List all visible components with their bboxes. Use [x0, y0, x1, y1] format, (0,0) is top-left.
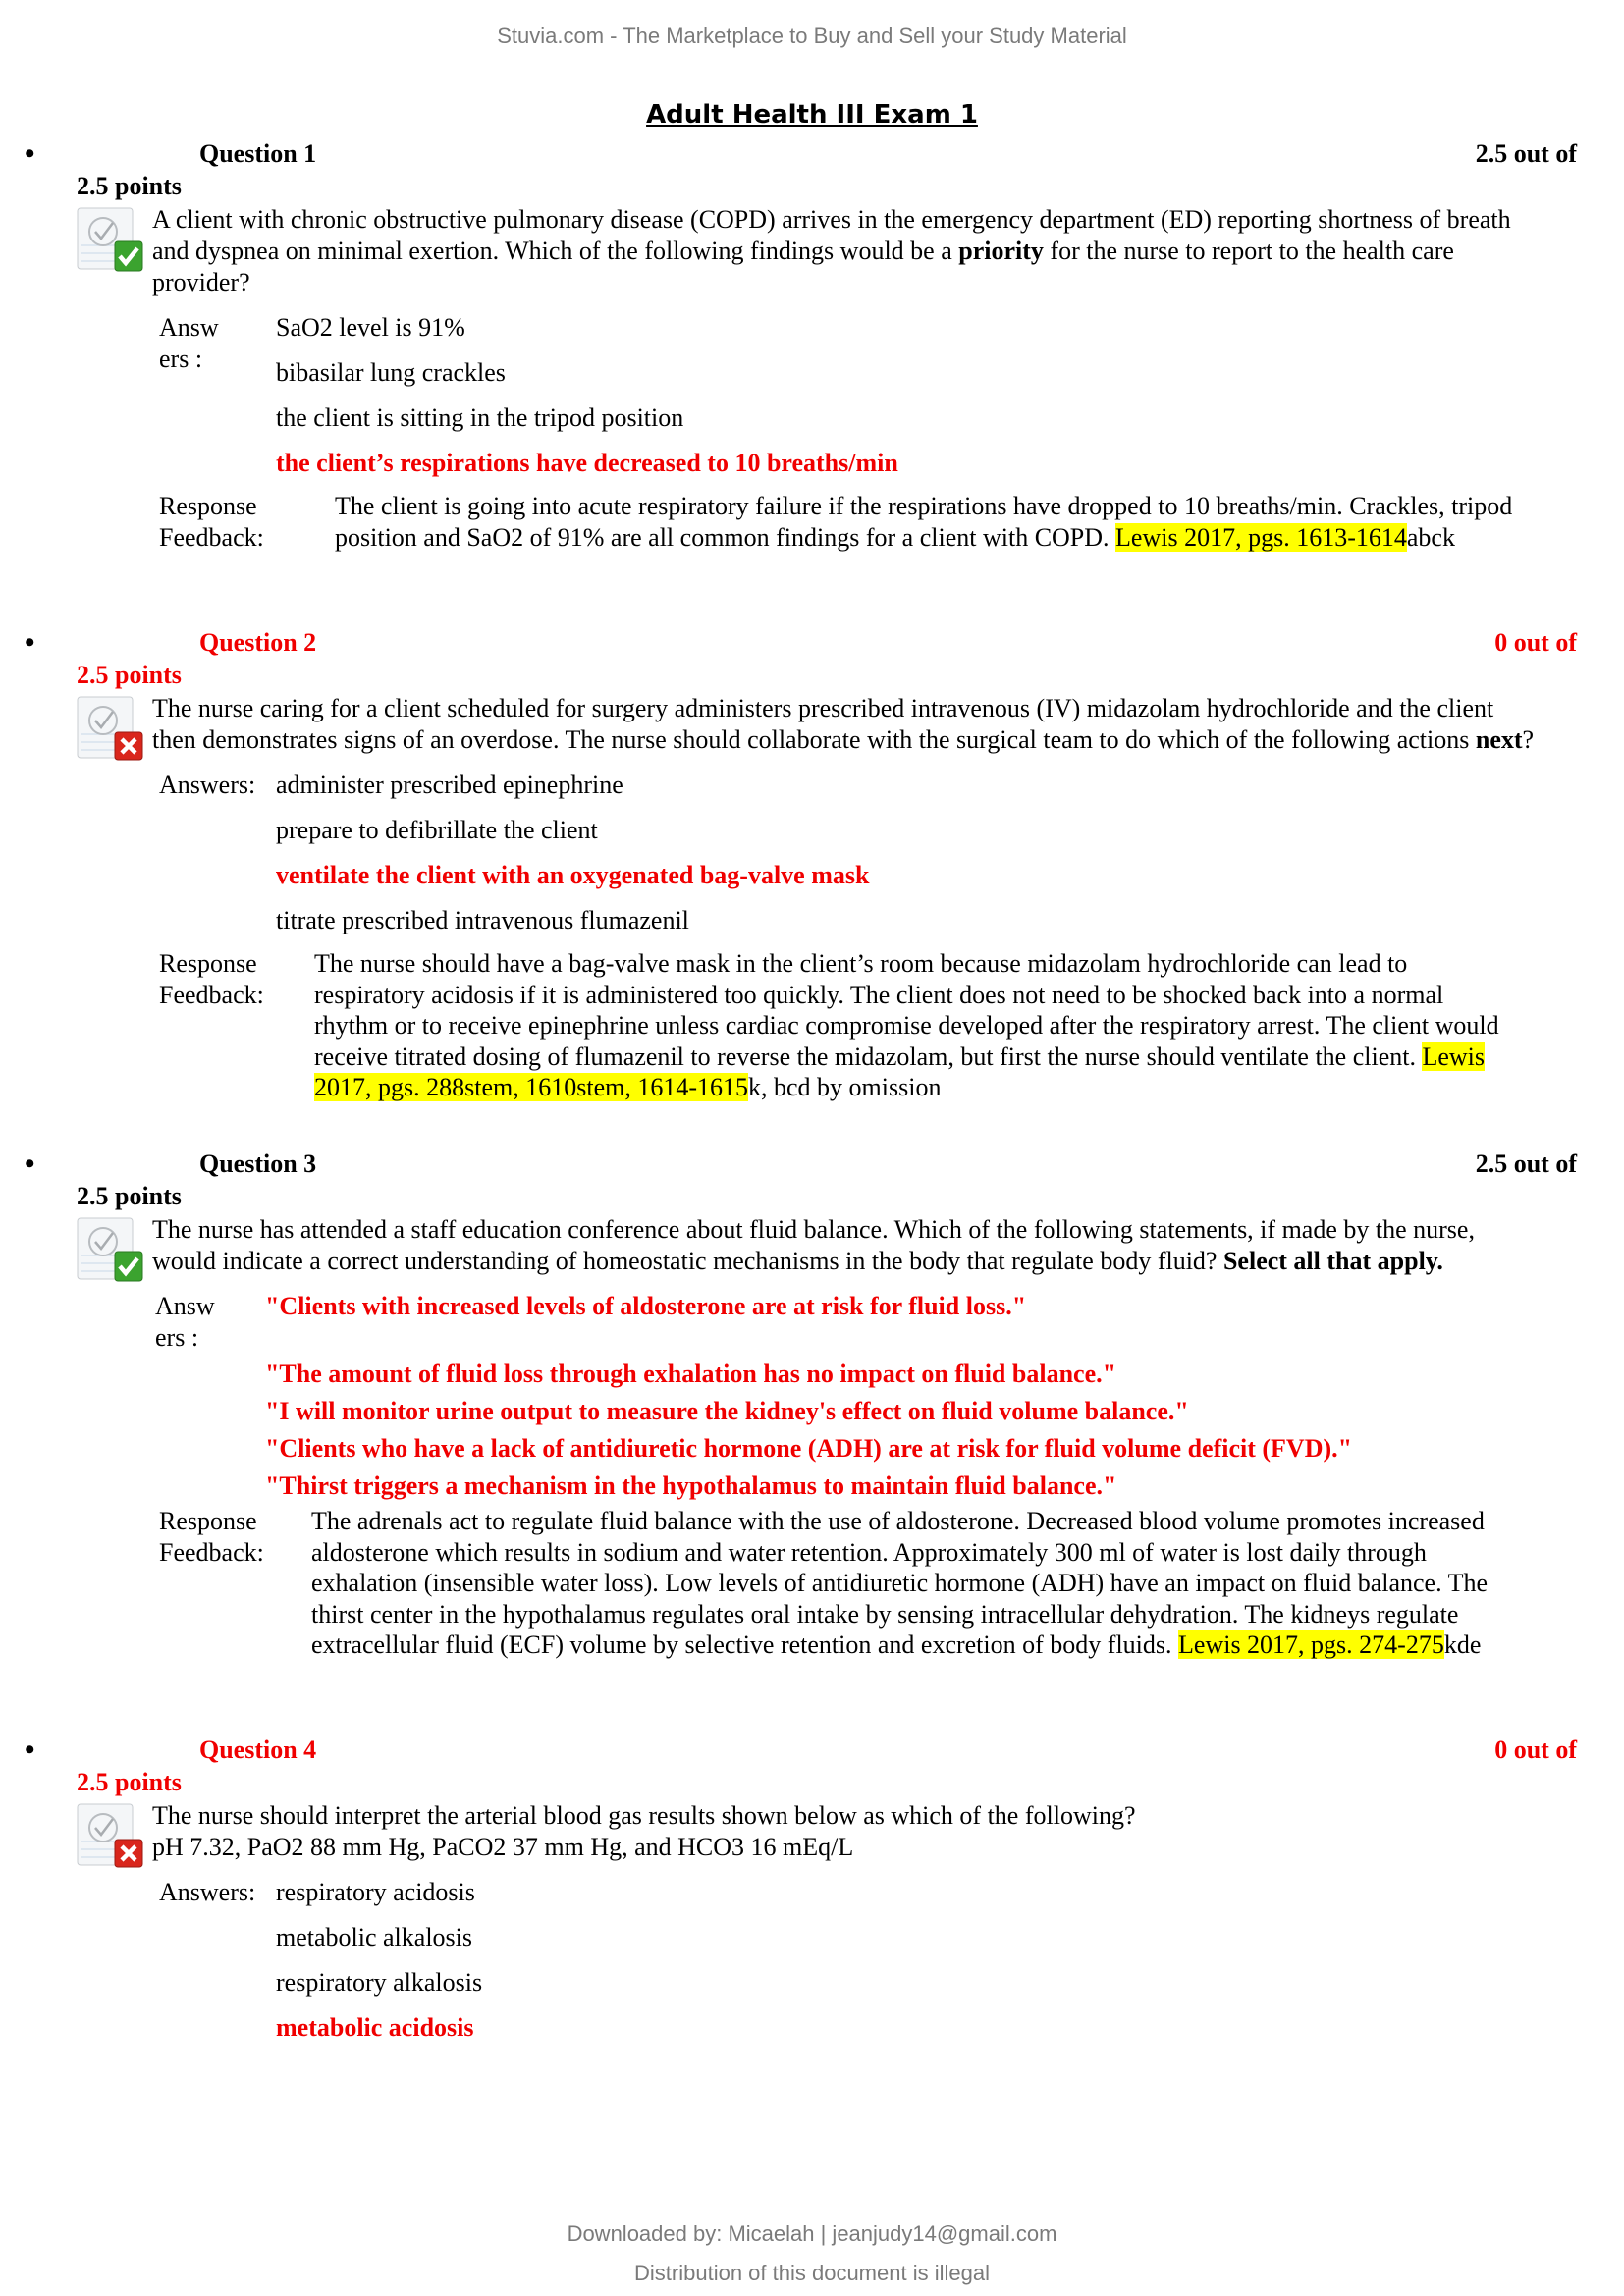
text-segment: The nurse caring for a client scheduled for surgery administers prescribed intravenous (IV) midazolam hydrochloride and the client then demonstrates signs of an overdose. The nurse should collaborate with the surgical team to do which of the following actions [152, 694, 1494, 754]
text-segment: ? [1522, 725, 1535, 754]
question-4 [0, 1734, 1624, 2057]
answers-section [159, 1877, 1624, 2044]
correct-answer-option: "Clients with increased levels of aldosterone are at risk for fluid loss." [265, 1292, 1027, 1320]
question-header [0, 1734, 1624, 1767]
question-points: 2.5 points [77, 1768, 182, 1796]
answer-option: respiratory alkalosis [276, 1968, 483, 1997]
answer-options [265, 1291, 1624, 1502]
correct-answer-option: "The amount of fluid loss through exhalation has no impact on fluid balance." [265, 1360, 1117, 1388]
correct-answer-option: the client’s respirations have decreased to 10 breaths/min [276, 449, 898, 477]
bullet-icon: • [25, 1148, 35, 1180]
answer-option: bibasilar lung crackles [276, 358, 506, 387]
text-segment: abck [1406, 522, 1455, 552]
question-points: 2.5 points [77, 661, 182, 689]
question-text [152, 1800, 1542, 1863]
text-segment: A client with chronic obstructive pulmonary disease (COPD) arrives in the emergency department (ED) reporting shortness of breath and dyspnea on minimal exertion. Which of the following findings would be a [152, 205, 1511, 265]
answer-option: titrate prescribed intravenous flumazenil [276, 906, 689, 934]
question-1 [0, 137, 1624, 553]
correct-answer-option: "Clients who have a lack of antidiuretic hormone (ADH) are at risk for fluid volume deficit (FVD)." [265, 1434, 1353, 1463]
response-feedback [159, 948, 1624, 1103]
reference-highlight: Lewis 2017, pgs. 274-275 [1178, 1630, 1444, 1659]
bullet-icon: • [25, 1734, 35, 1766]
text-segment: kde [1443, 1630, 1482, 1659]
question-title: Question 1 [199, 139, 317, 168]
question-text [152, 204, 1542, 298]
answers-label: Answers: [159, 771, 256, 799]
question-3 [0, 1148, 1624, 1661]
text-segment: The nurse should have a bag-valve mask in the client’s room because midazolam hydrochloride can lead to respiratory acidosis if it is administered too quickly. The client does not need to be shocked back into a normal rhythm or to receive epinephrine unless cardiac compromise developed after the respiratory arrest. The client would receive titrated dosing of flumazenil to reverse the midazolam, but first the nurse should ventilate the client. [314, 949, 1499, 1071]
feedback-text [311, 1506, 1509, 1661]
question-score: 2.5 out of [1475, 139, 1577, 168]
answer-option: metabolic alkalosis [276, 1923, 473, 1951]
answer-options [276, 770, 1624, 936]
incorrect-icon [76, 1802, 146, 1873]
feedback-label: Response Feedback: [159, 949, 264, 1009]
question-score: 2.5 out of [1475, 1149, 1577, 1178]
answers-label: Answers : [159, 313, 219, 373]
text-segment: The nurse should interpret the arterial blood gas results shown below as which of the following? pH 7.32, PaO2 88 mm Hg, PaCO2 37 mm Hg, and HCO3 16 mEq/L [152, 1801, 1136, 1861]
correct-icon [76, 206, 146, 277]
text-segment: for the nurse to report to the health care provider? [152, 237, 1454, 296]
answer-option: the client is sitting in the tripod position [276, 403, 684, 432]
reference-highlight: Lewis 2017, pgs. 1613-1614 [1115, 522, 1407, 552]
answers-label: Answers : [155, 1292, 215, 1352]
answer-option: prepare to defibrillate the client [276, 816, 598, 844]
correct-answer-option: "Thirst triggers a mechanism in the hypothalamus to maintain fluid balance." [265, 1471, 1117, 1500]
bold-text: Select all that apply. [1222, 1247, 1443, 1275]
correct-answer-option: metabolic acidosis [276, 2013, 474, 2042]
downloaded-by: Downloaded by: Micaelah | jeanjudy14@gmail.com [567, 2221, 1057, 2246]
correct-icon [76, 1216, 146, 1287]
question-title: Question 3 [199, 1149, 317, 1178]
bullet-icon: • [25, 137, 35, 170]
answer-option: administer prescribed epinephrine [276, 771, 623, 799]
answer-option: SaO2 level is 91% [276, 313, 465, 342]
text-segment: The adrenals act to regulate fluid balance with the use of aldosterone. Decreased blood volume promotes increased aldosterone which results in sodium and water retention. Approximately 300 ml of water is lost daily through exhalation (insensible water loss). Low levels of antidiuretic hormone (ADH) have an impact on fluid balance. The thirst center in the hypothalamus regulates oral intake by sensing intracellular dehydration. The kidneys regulate extracellular fluid (ECF) volume by selective retention and excretion of body fluids. [311, 1507, 1489, 1659]
response-feedback [159, 491, 1624, 553]
question-text [152, 693, 1542, 756]
bullet-icon: • [25, 626, 35, 659]
site-header: Stuvia.com - The Marketplace to Buy and Sell your Study Material [497, 24, 1127, 48]
incorrect-icon [76, 695, 146, 766]
answers-label: Answers: [159, 1878, 256, 1906]
question-header [0, 1148, 1624, 1181]
answer-options [276, 312, 1624, 479]
correct-answer-option: ventilate the client with an oxygenated bag-valve mask [276, 861, 870, 889]
answer-option: respiratory acidosis [276, 1878, 475, 1906]
question-score: 0 out of [1494, 1735, 1577, 1764]
question-text [152, 1214, 1542, 1277]
text-segment: The nurse has attended a staff education conference about fluid balance. Which of the following statements, if made by the nurse, would indicate a correct understanding of homeostatic mechanisms in the body that regulate body fluid? [152, 1215, 1475, 1275]
question-2 [0, 626, 1624, 1103]
correct-answer-option: "I will monitor urine output to measure the kidney's effect on fluid volume balance." [265, 1397, 1189, 1425]
text-segment: The client is going into acute respiratory failure if the respirations have dropped to 10 breaths/min. Crackles, tripod position and SaO2 of 91% are all common findings for a client with COPD. [335, 492, 1513, 552]
response-feedback [159, 1506, 1624, 1661]
question-points: 2.5 points [77, 1182, 182, 1210]
feedback-label: Response Feedback: [159, 492, 264, 552]
question-points: 2.5 points [77, 172, 182, 200]
distribution-notice: Distribution of this document is illegal [634, 2261, 990, 2285]
question-header [0, 137, 1624, 171]
answer-options [276, 1877, 1624, 2044]
feedback-text [314, 948, 1512, 1103]
answers-section [159, 770, 1624, 936]
question-header [0, 626, 1624, 660]
answers-section [155, 1291, 1624, 1502]
feedback-label: Response Feedback: [159, 1507, 264, 1567]
bold-text: next [1475, 725, 1523, 754]
page-title: Adult Health III Exam 1 [646, 100, 978, 130]
bold-text: priority [958, 237, 1044, 265]
question-title: Question 4 [199, 1735, 317, 1764]
reference-highlight: Lewis 2017, pgs. 288stem, 1610stem, 1614-1615 [314, 1041, 1486, 1101]
question-title: Question 2 [199, 628, 317, 657]
text-segment: k, bcd by omission [748, 1073, 942, 1101]
feedback-text [335, 491, 1533, 553]
answers-section [159, 312, 1624, 479]
question-score: 0 out of [1494, 628, 1577, 657]
